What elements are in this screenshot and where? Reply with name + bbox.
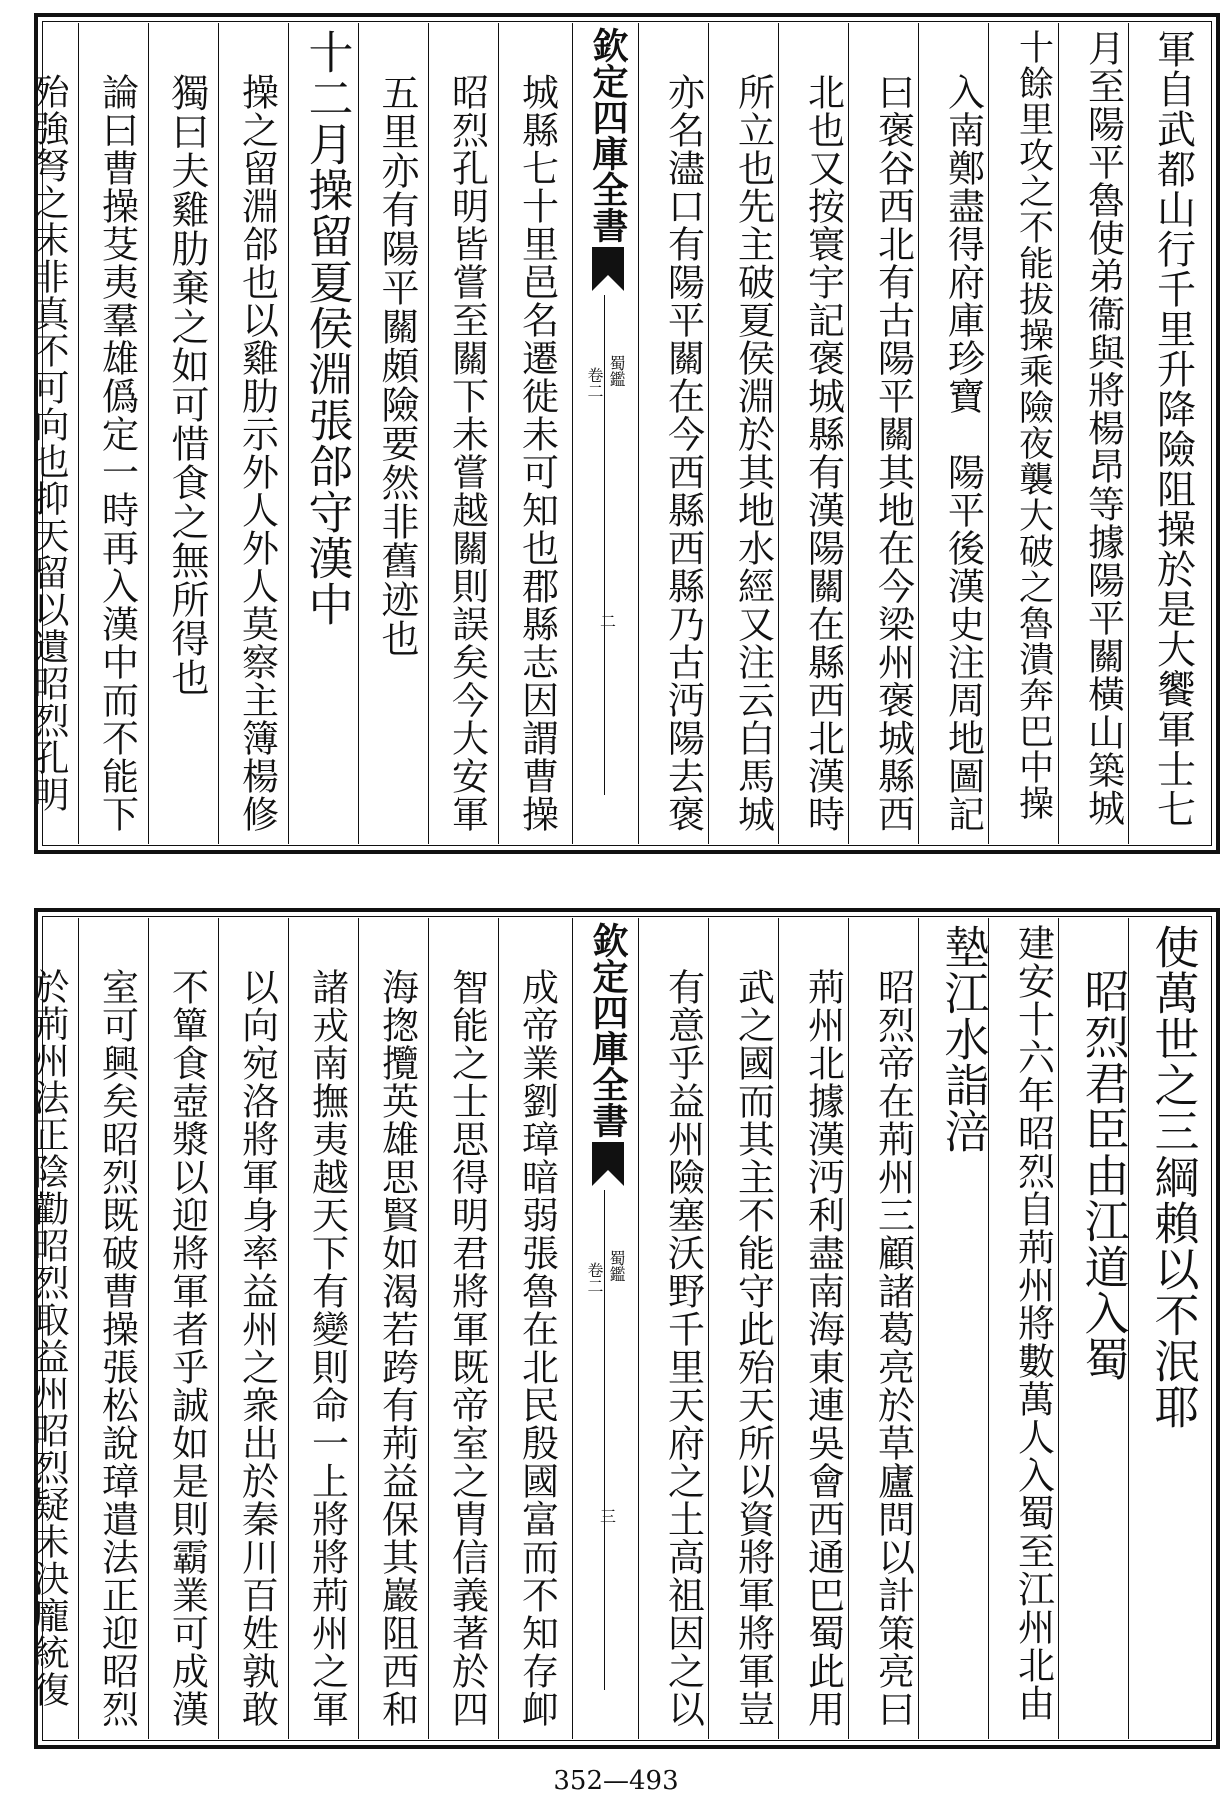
column-text: 昭烈君臣由江道入蜀 xyxy=(1076,968,1130,1382)
column-text: 墊江水詣涪 xyxy=(936,924,990,1154)
page-fold xyxy=(578,920,638,1737)
text-column xyxy=(858,920,928,1737)
text-column xyxy=(18,25,78,842)
fold-line xyxy=(604,1190,605,1690)
column-text: 月至陽平魯使弟衞與將楊昂等據陽平關橫山築城 xyxy=(1081,29,1125,827)
text-column xyxy=(998,920,1068,1737)
text-column xyxy=(222,25,292,842)
text-column xyxy=(432,920,502,1737)
text-column xyxy=(928,920,998,1737)
column-note: 曰褒谷西北有古陽平關其地在今梁州褒城縣西 xyxy=(871,73,915,833)
column-rule xyxy=(638,918,639,1739)
text-column xyxy=(292,25,362,842)
column-rule xyxy=(638,23,639,844)
text-column xyxy=(998,25,1068,842)
column-text: 軍自武都山行千里升降險阻操於是大饗軍士七 xyxy=(1150,29,1196,829)
text-column xyxy=(1068,920,1138,1737)
text-column xyxy=(1138,25,1208,842)
column-note: 不簞食壺漿以迎將軍者乎誠如是則霸業可成漢 xyxy=(165,968,209,1728)
column-note: 所立也先主破夏侯淵於其地水經又注云白馬城 xyxy=(731,73,775,833)
column-text: 十餘里攻之不能拔操乘險夜襲大破之魯潰奔巴中操 xyxy=(1013,29,1054,821)
column-note: 入南鄭盡得府庫珍寶 陽平後漢史注周地圖記 xyxy=(941,73,985,833)
text-column xyxy=(718,25,788,842)
text-column xyxy=(362,25,432,842)
column-text: 使萬世之三綱賴以不泯耶 xyxy=(1146,924,1200,1430)
text-column xyxy=(152,920,222,1737)
text-column xyxy=(502,920,572,1737)
column-note: 五里亦有陽平關頗險要然非舊迹也 xyxy=(375,73,419,658)
column-text: 建安十六年昭烈自荊州將數萬人入蜀至江州北由 xyxy=(1011,924,1055,1722)
text-column xyxy=(432,25,502,842)
column-note: 獨曰夫雞肋棄之如可惜食之無所得也 xyxy=(165,73,209,697)
fold-book-title: 蜀鑑 xyxy=(607,1250,626,1282)
column-note: 室可興矣昭烈既破曹操張松說璋遣法正迎昭烈 xyxy=(95,968,139,1728)
fold-title: 欽定四庫全書 xyxy=(587,922,629,1138)
text-column xyxy=(82,920,152,1737)
column-note: 以向宛洛將軍身率益州之衆出於秦川百姓孰敢 xyxy=(235,968,279,1728)
column-note: 於荊州法正陰勸昭烈取益州昭烈疑未決龐統復 xyxy=(28,968,69,1708)
fold-line xyxy=(604,295,605,795)
column-note: 昭烈帝在荊州三顧諸葛亮於草廬問以計策亮曰 xyxy=(871,968,915,1728)
column-note: 亦名濜口有陽平關在今西縣西縣乃古沔陽去褒 xyxy=(661,73,705,833)
column-note: 操之留淵郃也以雞肋示外人外人莫察主簿楊修 xyxy=(235,73,279,833)
column-note: 成帝業劉璋暗弱張魯在北民殷國富而不知存卹 xyxy=(515,968,559,1728)
column-note: 武之國而其主不能守此殆天所以資將軍將軍豈 xyxy=(731,968,775,1728)
fold-page-number: 二 xyxy=(600,612,617,631)
fishtail-mark xyxy=(592,1142,624,1186)
column-note: 諸戎南撫夷越天下有變則命一上將將荊州之軍 xyxy=(305,968,349,1728)
text-column xyxy=(152,25,222,842)
column-note: 海揔攬英雄思賢如渴若跨有荊益保其巖阻西和 xyxy=(375,968,419,1728)
fold-title: 欽定四庫全書 xyxy=(587,27,629,243)
text-column xyxy=(648,25,718,842)
column-note: 北也又按寰宇記褒城縣有漢陽關在縣西北漢時 xyxy=(801,73,845,833)
column-text: 十二月操留夏侯淵張郃守漢中 xyxy=(300,29,354,627)
fold-juan: 卷二 xyxy=(585,1262,604,1294)
page-footer-number: 352—493 xyxy=(553,1766,679,1796)
column-note: 論曰曹操芟夷羣雄僞定一時再入漢中而不能下 xyxy=(95,73,139,833)
text-column xyxy=(292,920,362,1737)
text-column xyxy=(18,920,78,1737)
text-column xyxy=(222,920,292,1737)
text-column xyxy=(718,920,788,1737)
text-column xyxy=(1138,920,1208,1737)
fold-book-title: 蜀鑑 xyxy=(607,355,626,387)
column-rule xyxy=(572,918,573,1739)
column-note: 荊州北據漢沔利盡南海東連吳會西通巴蜀此用 xyxy=(801,968,845,1728)
column-note: 智能之士思得明君將軍既帝室之胄信義著於四 xyxy=(445,968,489,1728)
fishtail-mark xyxy=(592,247,624,291)
text-column xyxy=(788,920,858,1737)
text-column xyxy=(502,25,572,842)
text-column xyxy=(648,920,718,1737)
text-column xyxy=(82,25,152,842)
column-note: 昭烈孔明皆嘗至關下未嘗越關則誤矣今大安軍 xyxy=(445,73,489,833)
page-fold xyxy=(578,25,638,842)
text-column xyxy=(788,25,858,842)
bottom-page xyxy=(28,908,1220,1749)
column-rule xyxy=(572,23,573,844)
column-rule xyxy=(78,918,79,1739)
text-column xyxy=(858,25,928,842)
text-column xyxy=(362,920,432,1737)
column-note: 城縣七十里邑名遷徙未可知也郡縣志因謂曹操 xyxy=(515,73,559,833)
text-column xyxy=(1068,25,1138,842)
top-page xyxy=(28,13,1220,854)
fold-page-number: 三 xyxy=(600,1507,617,1526)
fold-juan: 卷二 xyxy=(585,367,604,399)
column-note: 殆強弩之末非真不可向也抑天留以遺昭烈孔明 xyxy=(28,73,69,813)
column-note: 有意乎益州險塞沃野千里天府之土高祖因之以 xyxy=(661,968,705,1728)
text-column xyxy=(928,25,998,842)
